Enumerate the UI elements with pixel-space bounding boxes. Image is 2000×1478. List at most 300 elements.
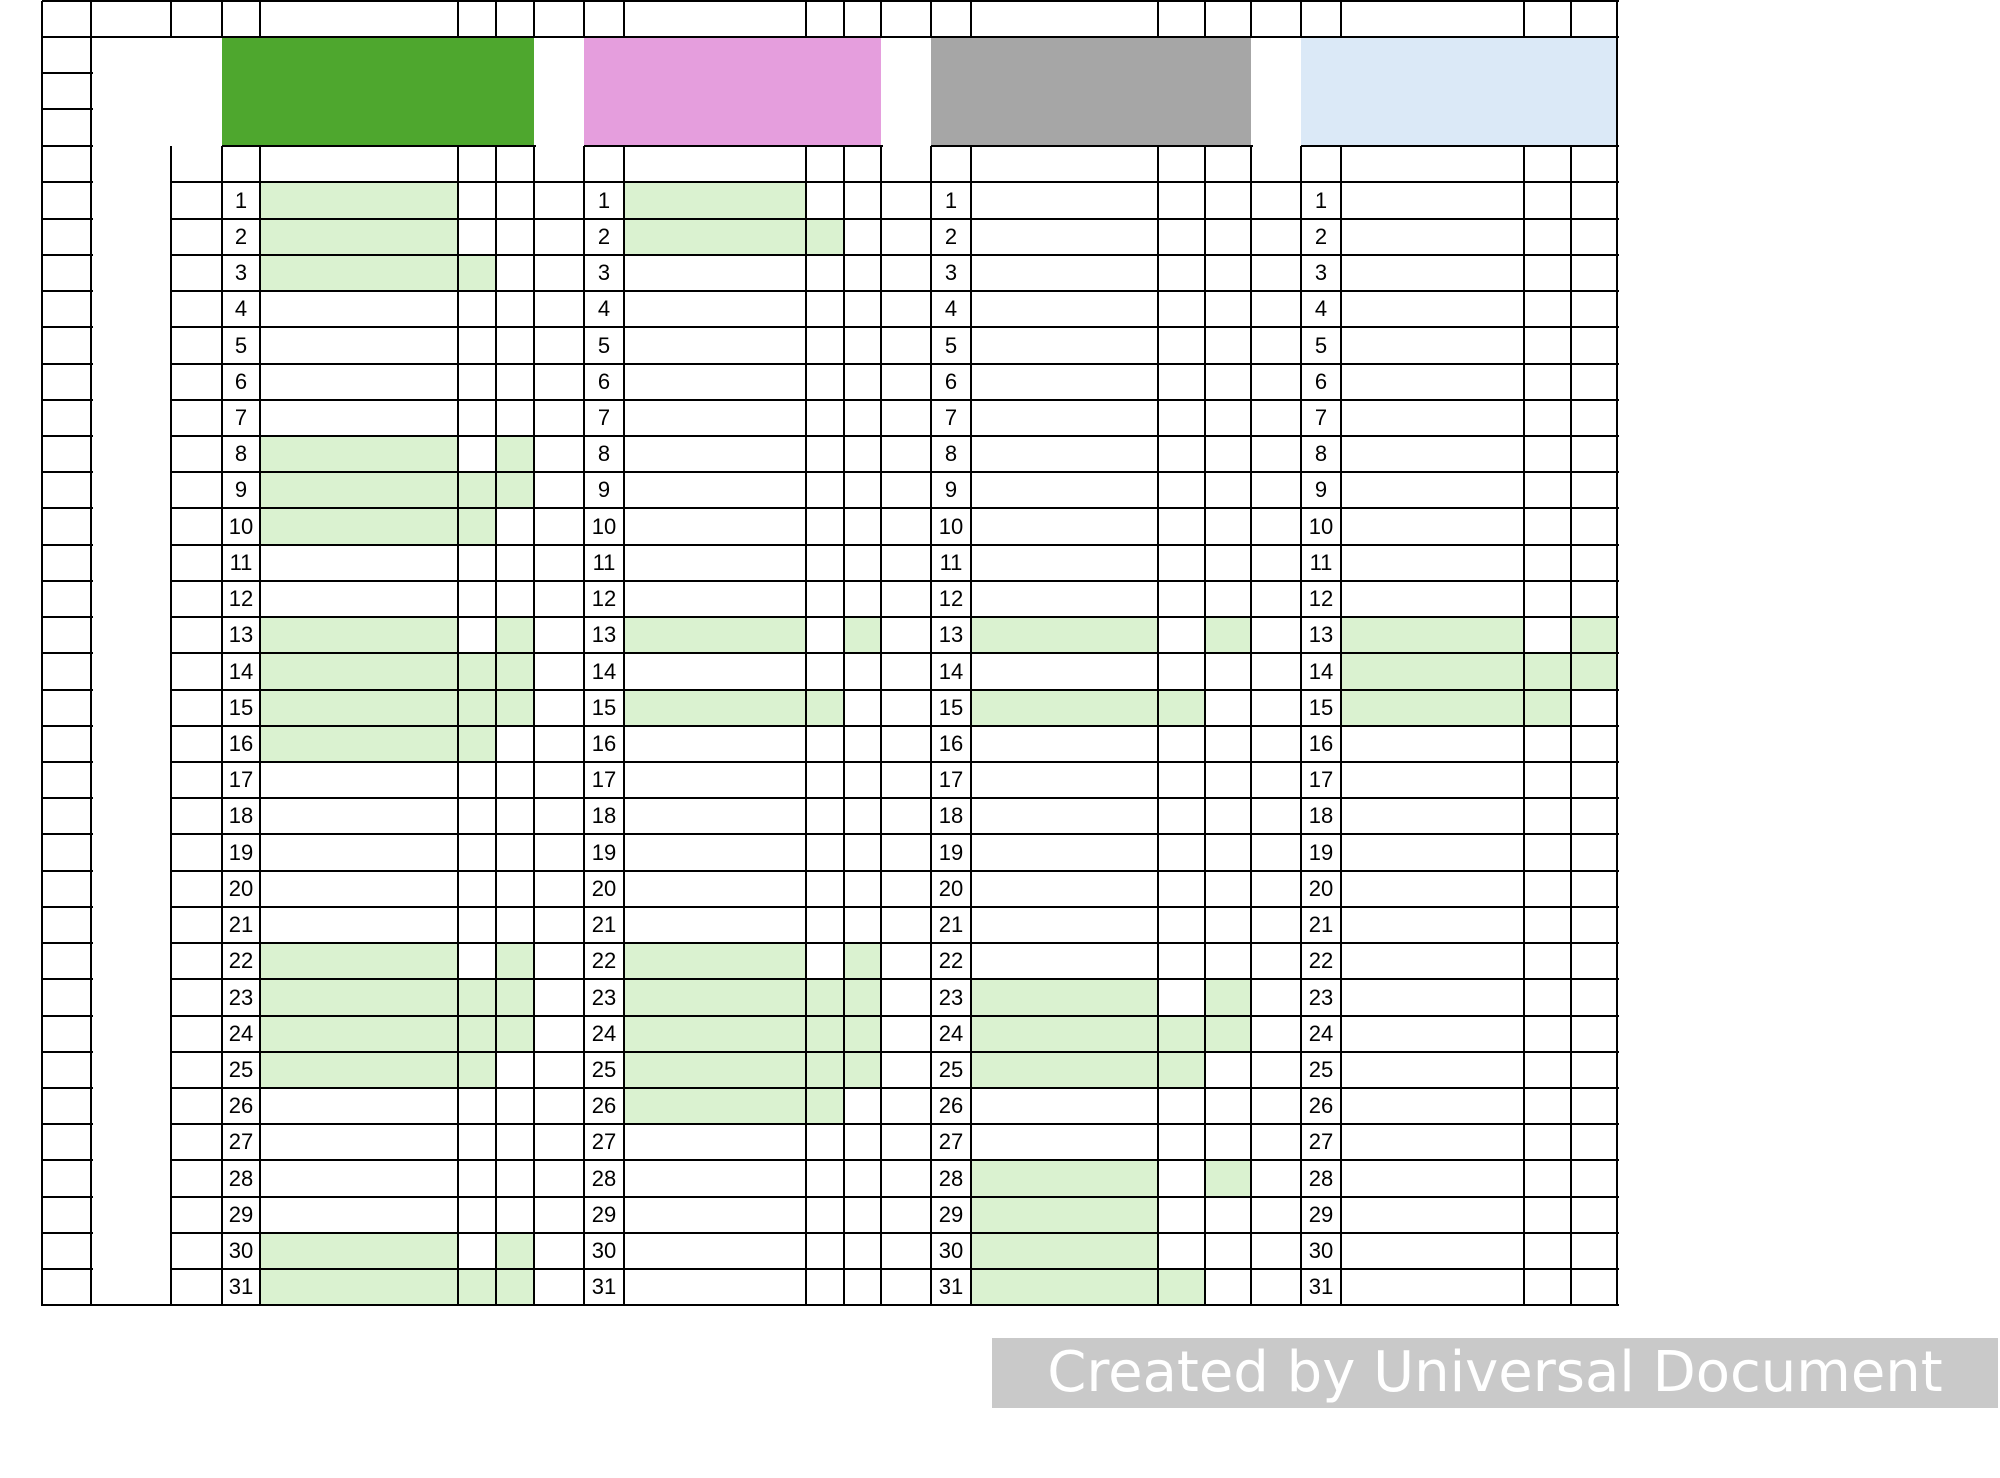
booking-cell[interactable]: [260, 182, 458, 219]
weekday-cell: [881, 690, 931, 726]
weekday-cell: [534, 798, 584, 834]
booking-cell[interactable]: [624, 1052, 806, 1088]
weekday-cell: [171, 1088, 222, 1124]
an-cell[interactable]: [496, 979, 534, 1016]
day-number: 1: [1314, 188, 1328, 213]
day-number: 15: [1308, 695, 1334, 720]
weekday-cell: [881, 943, 931, 979]
row-number[interactable]: [42, 109, 91, 146]
day-number: 15: [228, 695, 254, 720]
weekday-cell: [534, 182, 584, 219]
grid-line: [170, 1, 172, 38]
row-number[interactable]: [42, 291, 91, 327]
day-number: 7: [944, 405, 958, 430]
day-number: 11: [1309, 550, 1333, 575]
day-number: 12: [938, 586, 964, 611]
booking-cell[interactable]: [260, 255, 458, 291]
day-number: 5: [944, 333, 958, 358]
day-number: 11: [592, 550, 616, 575]
ab-cell[interactable]: [458, 255, 496, 291]
grid-line: [584, 181, 883, 183]
weekday-cell: [881, 726, 931, 762]
grid-line: [534, 435, 883, 437]
day-number: 6: [944, 369, 958, 394]
column-header-b[interactable]: [171, 1, 222, 37]
booking-cell[interactable]: [260, 690, 458, 726]
row-number[interactable]: [42, 1233, 91, 1269]
row-number[interactable]: [42, 1052, 91, 1088]
grid-line: [1340, 146, 1342, 1306]
booking-cell[interactable]: [260, 1269, 458, 1305]
day-number: 23: [938, 985, 964, 1010]
row-number[interactable]: [42, 1269, 91, 1305]
booking-cell[interactable]: [971, 617, 1158, 653]
row-number[interactable]: [42, 508, 91, 545]
grid-line: [1251, 290, 1619, 292]
ab-cell[interactable]: [1158, 1016, 1205, 1052]
day-number: 4: [1314, 296, 1328, 321]
grid-line: [42, 326, 93, 328]
grid-line: [1251, 1015, 1619, 1017]
grid-line: [171, 363, 536, 365]
weekday-cell: [534, 907, 584, 943]
an-cell[interactable]: [496, 1269, 534, 1305]
grid-line: [171, 1268, 536, 1270]
day-number: 27: [1308, 1129, 1334, 1154]
column-header-o[interactable]: [1158, 1, 1205, 37]
weekday-cell: [1251, 255, 1301, 291]
day-number: 25: [591, 1057, 617, 1082]
weekday-cell: [881, 907, 931, 943]
grid-line: [881, 761, 1253, 763]
grid-line: [1251, 1304, 1619, 1306]
booking-cell[interactable]: [624, 690, 806, 726]
weekday-cell: [171, 871, 222, 907]
day-number: 20: [938, 876, 964, 901]
an-cell[interactable]: [496, 436, 534, 472]
grid-line: [42, 1268, 93, 1270]
day-number: 30: [938, 1238, 964, 1263]
weekday-cell: [171, 1233, 222, 1269]
weekday-cell: [534, 219, 584, 255]
row-number[interactable]: [42, 834, 91, 871]
day-number: 24: [228, 1021, 254, 1046]
grid-line: [1251, 1159, 1619, 1161]
grid-line: [881, 1051, 1253, 1053]
weekday-cell: [1251, 1160, 1301, 1197]
weekday-cell: [1251, 1016, 1301, 1052]
day-number: 2: [234, 224, 248, 249]
header-an: [1205, 146, 1251, 182]
grid-line: [534, 399, 883, 401]
booking-cell[interactable]: [260, 1052, 458, 1088]
an-cell[interactable]: [496, 653, 534, 690]
row-number[interactable]: [42, 581, 91, 617]
grid-line: [880, 1, 882, 38]
grid-line: [881, 507, 1253, 509]
weekday-cell: [881, 762, 931, 798]
an-cell[interactable]: [1205, 1016, 1251, 1052]
ab-cell[interactable]: [458, 690, 496, 726]
grid-line: [42, 978, 93, 980]
an-cell[interactable]: [496, 1016, 534, 1052]
day-number: 11: [939, 550, 963, 575]
day-number: 1: [597, 188, 611, 213]
grid-line: [42, 906, 93, 908]
row-number[interactable]: [42, 943, 91, 979]
booking-cell[interactable]: [260, 617, 458, 653]
day-number: 2: [597, 224, 611, 249]
grid-line: [42, 0, 1619, 2]
column-header-n[interactable]: [971, 1, 1158, 37]
ab-cell[interactable]: [458, 979, 496, 1016]
day-number: 31: [1308, 1274, 1334, 1299]
grid-line: [533, 1, 535, 38]
day-number: 26: [938, 1093, 964, 1118]
booking-cell[interactable]: [260, 943, 458, 979]
booking-cell[interactable]: [624, 979, 806, 1016]
ab-cell[interactable]: [1158, 690, 1205, 726]
watermark: Created by Universal Document Converter: [992, 1338, 1998, 1408]
weekday-cell: [1251, 834, 1301, 871]
row-number[interactable]: [42, 472, 91, 508]
column-header-p[interactable]: [1205, 1, 1251, 37]
grid-line: [534, 363, 883, 365]
row-number[interactable]: [42, 690, 91, 726]
grid-line: [1251, 761, 1619, 763]
house-title-2: [584, 37, 881, 146]
ab-cell[interactable]: [806, 219, 844, 255]
row-number[interactable]: [42, 798, 91, 834]
weekday-cell: [881, 798, 931, 834]
an-cell[interactable]: [496, 943, 534, 979]
day-number: 5: [597, 333, 611, 358]
booking-cell[interactable]: [971, 979, 1158, 1016]
row-number[interactable]: [42, 1197, 91, 1233]
booking-cell[interactable]: [971, 1016, 1158, 1052]
day-number: 8: [944, 441, 958, 466]
grid-line: [171, 978, 536, 980]
ab-cell[interactable]: [1158, 1052, 1205, 1088]
row-number[interactable]: [42, 255, 91, 291]
booking-cell[interactable]: [971, 690, 1158, 726]
column-header-i[interactable]: [624, 1, 806, 37]
column-header-m[interactable]: [931, 1, 971, 37]
row-number[interactable]: [42, 436, 91, 472]
grid-line: [171, 833, 536, 835]
an-cell[interactable]: [496, 690, 534, 726]
header-an: [1571, 146, 1617, 182]
grid-line: [171, 652, 536, 654]
grid-line: [1251, 363, 1619, 365]
column-header-u[interactable]: [1571, 1, 1617, 37]
row-number[interactable]: [42, 545, 91, 581]
grid-line: [1251, 689, 1619, 691]
an-cell[interactable]: [496, 617, 534, 653]
column-header-s[interactable]: [1341, 1, 1524, 37]
ab-cell[interactable]: [458, 508, 496, 545]
column-header-l[interactable]: [881, 1, 931, 37]
column-header-t[interactable]: [1524, 1, 1571, 37]
grid-line: [171, 942, 536, 944]
grid-line: [171, 254, 536, 256]
grid-line: [881, 870, 1253, 872]
day-number: 2: [944, 224, 958, 249]
row-number[interactable]: [42, 37, 91, 73]
row-number[interactable]: [42, 146, 91, 182]
grid-line: [534, 1123, 883, 1125]
booking-cell[interactable]: [971, 1052, 1158, 1088]
ab-cell[interactable]: [458, 1269, 496, 1305]
day-number: 22: [938, 948, 964, 973]
an-cell[interactable]: [496, 472, 534, 508]
an-cell[interactable]: [844, 1016, 881, 1052]
ab-cell[interactable]: [806, 1052, 844, 1088]
weekday-cell: [534, 1160, 584, 1197]
ab-cell[interactable]: [806, 979, 844, 1016]
ab-cell[interactable]: [458, 726, 496, 762]
row-number[interactable]: [42, 73, 91, 109]
booking-cell[interactable]: [260, 653, 458, 690]
grid-line: [171, 1304, 536, 1306]
day-number: 12: [591, 586, 617, 611]
row-number[interactable]: [42, 1124, 91, 1160]
an-cell[interactable]: [844, 617, 881, 653]
grid-line: [1251, 833, 1619, 835]
grid-line: [1204, 1, 1206, 38]
booking-cell[interactable]: [260, 726, 458, 762]
column-header-r[interactable]: [1301, 1, 1341, 37]
ab-cell[interactable]: [806, 690, 844, 726]
ab-cell[interactable]: [1158, 1269, 1205, 1305]
row-number[interactable]: [42, 219, 91, 255]
weekday-cell: [534, 1088, 584, 1124]
grid-line: [1250, 1, 1252, 38]
grid-line: [1251, 1087, 1619, 1089]
grid-line: [1157, 1, 1159, 38]
row-number[interactable]: [42, 400, 91, 436]
booking-cell[interactable]: [1341, 617, 1524, 653]
row-number[interactable]: [42, 182, 91, 219]
grid-line: [881, 1015, 1253, 1017]
grid-line: [1251, 399, 1619, 401]
column-header-j[interactable]: [806, 1, 844, 37]
column-header-a[interactable]: [91, 1, 171, 37]
grid-line: [534, 1159, 883, 1161]
grid-line: [171, 399, 536, 401]
booking-cell[interactable]: [260, 508, 458, 545]
row-number[interactable]: [42, 871, 91, 907]
grid-line: [1251, 326, 1619, 328]
row-number[interactable]: [42, 327, 91, 364]
grid-line: [534, 1196, 883, 1198]
day-number: 19: [591, 840, 617, 865]
booking-cell[interactable]: [624, 943, 806, 979]
ab-cell[interactable]: [458, 472, 496, 508]
weekday-cell: [1251, 1197, 1301, 1233]
day-number: 30: [228, 1238, 254, 1263]
grid-line: [623, 146, 625, 1306]
an-cell[interactable]: [844, 943, 881, 979]
day-number: 6: [234, 369, 248, 394]
grid-line: [42, 435, 93, 437]
weekday-cell: [1251, 436, 1301, 472]
booking-cell[interactable]: [624, 1088, 806, 1124]
ab-cell[interactable]: [458, 1052, 496, 1088]
weekday-cell: [171, 943, 222, 979]
booking-cell[interactable]: [260, 1233, 458, 1269]
column-header-d[interactable]: [260, 1, 458, 37]
booking-cell[interactable]: [624, 182, 806, 219]
grid-line: [171, 906, 536, 908]
grid-line: [171, 1051, 536, 1053]
weekday-cell: [171, 726, 222, 762]
grid-line: [534, 1015, 883, 1017]
day-number: 6: [1314, 369, 1328, 394]
booking-cell[interactable]: [1341, 690, 1524, 726]
an-cell[interactable]: [844, 1052, 881, 1088]
weekday-cell: [171, 581, 222, 617]
grid-line: [623, 1, 625, 38]
weekday-cell: [881, 1088, 931, 1124]
grid-line: [171, 689, 536, 691]
ab-cell[interactable]: [806, 1088, 844, 1124]
weekday-cell: [171, 1160, 222, 1197]
day-number: 14: [1308, 659, 1334, 684]
grid-line: [1523, 1, 1525, 38]
ab-cell[interactable]: [458, 1016, 496, 1052]
weekday-cell: [1251, 1269, 1301, 1305]
an-cell[interactable]: [1205, 617, 1251, 653]
row-number[interactable]: [42, 364, 91, 400]
booking-cell[interactable]: [624, 617, 806, 653]
an-cell[interactable]: [496, 1233, 534, 1269]
day-number: 17: [938, 767, 964, 792]
header-ab: [1524, 146, 1571, 182]
grid-line: [42, 1087, 93, 1089]
weekday-cell: [171, 1016, 222, 1052]
grid-line: [42, 833, 93, 835]
grid-line: [1251, 471, 1619, 473]
column-header-e[interactable]: [458, 1, 496, 37]
grid-line: [171, 580, 536, 582]
booking-cell[interactable]: [1341, 653, 1617, 690]
booking-cell[interactable]: [260, 979, 458, 1016]
grid-line: [42, 761, 93, 763]
booking-cell[interactable]: [260, 1016, 458, 1052]
day-number: 28: [228, 1166, 254, 1191]
grid-line: [534, 1268, 883, 1270]
grid-line: [534, 290, 883, 292]
grid-line: [42, 1123, 93, 1125]
booking-cell[interactable]: [624, 219, 806, 255]
grid-line: [1251, 218, 1619, 220]
day-number: 20: [591, 876, 617, 901]
grid-line: [1300, 1, 1302, 38]
booking-cell[interactable]: [971, 653, 1251, 690]
row-number[interactable]: [42, 726, 91, 762]
an-cell[interactable]: [1205, 979, 1251, 1016]
grid-line: [534, 254, 883, 256]
row-number[interactable]: [42, 907, 91, 943]
booking-cell[interactable]: [971, 1233, 1158, 1269]
weekday-cell: [1251, 182, 1301, 219]
booking-cell[interactable]: [260, 472, 458, 508]
ab-cell[interactable]: [458, 653, 496, 690]
column-header-k[interactable]: [844, 1, 881, 37]
header-ab: [806, 146, 844, 182]
weekday-cell: [881, 1197, 931, 1233]
grid-line: [1300, 146, 1302, 1306]
grid-line: [534, 906, 883, 908]
column-header-c[interactable]: [222, 1, 260, 37]
day-number: 16: [938, 731, 964, 756]
grid-line: [970, 146, 972, 1306]
weekday-cell: [881, 400, 931, 436]
grid-line: [881, 689, 1253, 691]
grid-line: [42, 1015, 93, 1017]
day-number: 8: [1314, 441, 1328, 466]
weekday-cell: [534, 1052, 584, 1088]
column-header-h[interactable]: [584, 1, 624, 37]
grid-line: [534, 471, 883, 473]
booking-cell[interactable]: [971, 1197, 1158, 1233]
grid-line: [1340, 1, 1342, 38]
column-header-q[interactable]: [1251, 1, 1301, 37]
weekday-cell: [171, 472, 222, 508]
weekday-cell: [881, 1269, 931, 1305]
grid-line: [1204, 146, 1206, 1306]
day-number: 3: [597, 260, 611, 285]
row-number[interactable]: [42, 1088, 91, 1124]
booking-cell[interactable]: [624, 1016, 806, 1052]
grid-line: [534, 725, 883, 727]
weekday-cell: [1251, 690, 1301, 726]
an-cell[interactable]: [1205, 1160, 1251, 1197]
grid-line: [534, 544, 883, 546]
weekday-cell: [534, 436, 584, 472]
day-number: 24: [938, 1021, 964, 1046]
row-number[interactable]: [42, 617, 91, 653]
row-number[interactable]: [42, 979, 91, 1016]
booking-cell[interactable]: [971, 1160, 1158, 1197]
weekday-cell: [881, 364, 931, 400]
row-number[interactable]: [42, 1016, 91, 1052]
an-cell[interactable]: [1571, 617, 1617, 653]
ab-cell[interactable]: [1524, 690, 1571, 726]
day-number: 10: [228, 514, 254, 539]
booking-cell[interactable]: [971, 1269, 1158, 1305]
header-ab: [1158, 146, 1205, 182]
weekday-cell: [534, 762, 584, 798]
day-number: 22: [1308, 948, 1334, 973]
booking-cell[interactable]: [260, 219, 458, 255]
weekday-cell: [171, 834, 222, 871]
an-cell[interactable]: [844, 979, 881, 1016]
booking-cell[interactable]: [260, 436, 458, 472]
row-number[interactable]: [42, 762, 91, 798]
grid-line: [42, 1051, 93, 1053]
row-number[interactable]: [42, 653, 91, 690]
column-header-g[interactable]: [534, 1, 584, 37]
grid-line: [259, 146, 261, 1306]
ab-cell[interactable]: [806, 1016, 844, 1052]
row-number[interactable]: [42, 1160, 91, 1197]
column-header-f[interactable]: [496, 1, 534, 37]
day-number: 28: [591, 1166, 617, 1191]
weekday-cell: [881, 219, 931, 255]
grid-line: [584, 145, 883, 147]
